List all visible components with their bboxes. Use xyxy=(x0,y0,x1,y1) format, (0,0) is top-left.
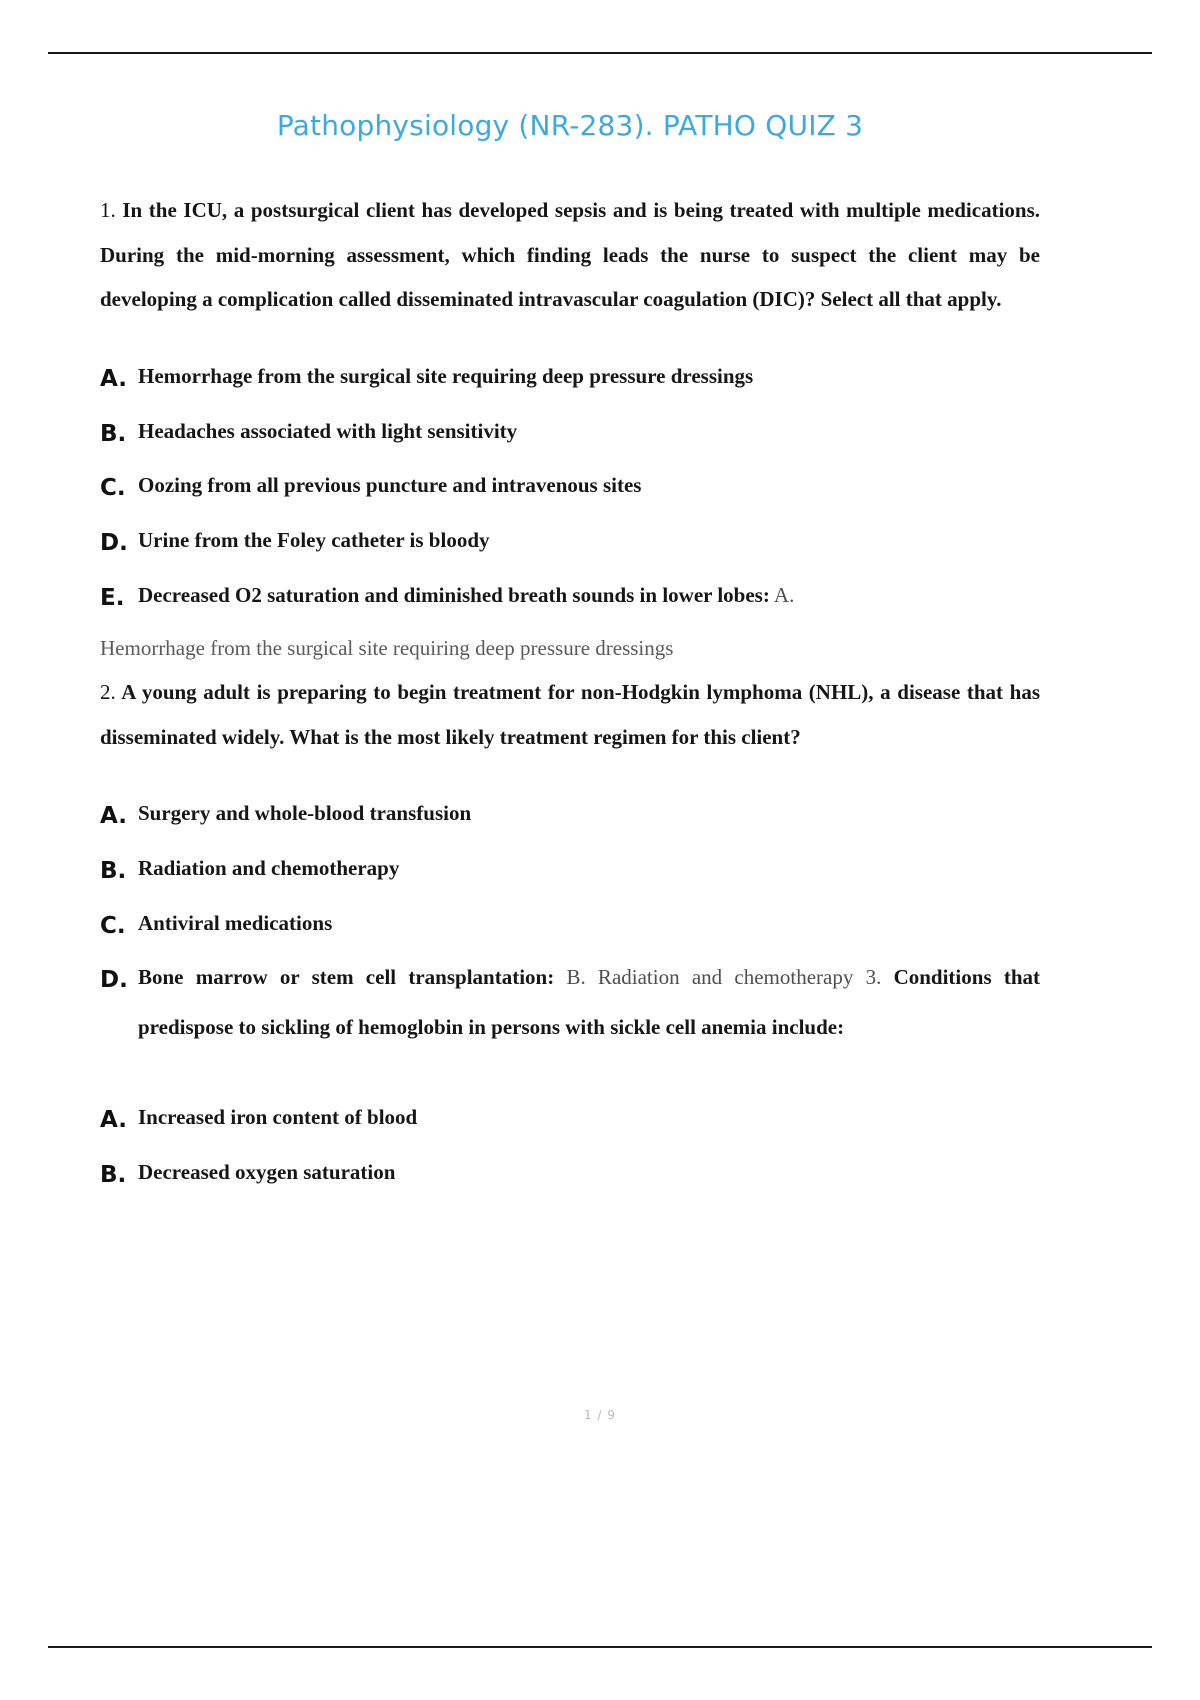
question-2 xyxy=(100,670,1040,759)
document-content xyxy=(100,108,1040,1203)
option-marker: E. xyxy=(100,584,125,611)
question-2-number: 2. xyxy=(100,680,116,705)
option-label: Headaches associated with light sensitivity xyxy=(138,418,518,443)
option-marker: D. xyxy=(100,967,128,994)
spacer xyxy=(100,1053,1040,1093)
question-3-options xyxy=(100,1093,1040,1202)
page-title: Pathophysiology (NR-283). PATHO QUIZ 3 xyxy=(276,109,864,142)
question-1-options xyxy=(100,352,1040,626)
option-label: Radiation and chemotherapy xyxy=(138,855,400,880)
option-marker: C. xyxy=(100,912,126,939)
option-item[interactable] xyxy=(100,461,1040,516)
question-1 xyxy=(100,188,1040,322)
option-item[interactable] xyxy=(100,899,1040,954)
option-marker: B. xyxy=(100,857,127,884)
option-item[interactable] xyxy=(100,571,1040,626)
option-text: Decreased O2 saturation and diminished breath sounds in lower lobes: xyxy=(138,582,770,607)
inline-answer: B. Radiation and chemotherapy 3. xyxy=(554,965,882,990)
option-marker: A. xyxy=(100,803,127,830)
question-1-number: 1. xyxy=(100,198,116,223)
option-item[interactable] xyxy=(100,953,1040,1053)
question-1-text: In the ICU, a postsurgical client has developed sepsis and is being treated with multiple medications. During the mid-morning assessment, which finding leads the nurse to suspect the client may be developing a complication called disseminated intravascular coagulation (DIC)? Select all that apply. xyxy=(100,198,1041,312)
option-continuation: Conditions that predispose to sickling of hemoglobin in persons with sickle cell anemia include: xyxy=(138,965,1041,1040)
option-item[interactable] xyxy=(100,844,1040,899)
option-label xyxy=(138,953,1040,1053)
option-label: Surgery and whole-blood transfusion xyxy=(138,801,472,826)
option-label: Antiviral medications xyxy=(138,910,333,935)
option-marker: A. xyxy=(100,1107,127,1134)
option-marker: B. xyxy=(100,1162,127,1189)
option-label: Decreased oxygen saturation xyxy=(138,1160,396,1185)
option-text: Bone marrow or stem cell transplantation: xyxy=(138,965,555,990)
option-item[interactable] xyxy=(100,352,1040,407)
page-footer: 1 / 9 xyxy=(584,1408,616,1422)
page-top-rule xyxy=(48,52,1152,54)
option-marker: A. xyxy=(100,365,127,392)
option-item[interactable] xyxy=(100,789,1040,844)
option-label: Oozing from all previous puncture and intravenous sites xyxy=(138,473,642,498)
option-item[interactable] xyxy=(100,1093,1040,1148)
answer-continuation-1: Hemorrhage from the surgical site requiring deep pressure dressings xyxy=(100,635,674,660)
option-item[interactable] xyxy=(100,1148,1040,1203)
option-label: Hemorrhage from the surgical site requiring deep pressure dressings xyxy=(138,363,754,388)
option-label xyxy=(138,571,1040,621)
inline-answer: A. xyxy=(769,582,795,607)
question-2-text: A young adult is preparing to begin treatment for non-Hodgkin lymphoma (NHL), a disease that has disseminated widely. What is the most likely treatment regimen for this client? xyxy=(100,680,1041,749)
question-2-options xyxy=(100,789,1040,1053)
option-label: Urine from the Foley catheter is bloody xyxy=(138,528,490,553)
option-item[interactable] xyxy=(100,407,1040,462)
option-item[interactable] xyxy=(100,516,1040,571)
option-marker: C. xyxy=(100,475,126,502)
spacer xyxy=(100,759,1040,789)
option-label: Increased iron content of blood xyxy=(138,1105,418,1130)
page-bottom-rule xyxy=(48,1646,1152,1648)
option-marker: D. xyxy=(100,530,128,557)
option-marker: B. xyxy=(100,420,127,447)
spacer xyxy=(100,322,1040,352)
